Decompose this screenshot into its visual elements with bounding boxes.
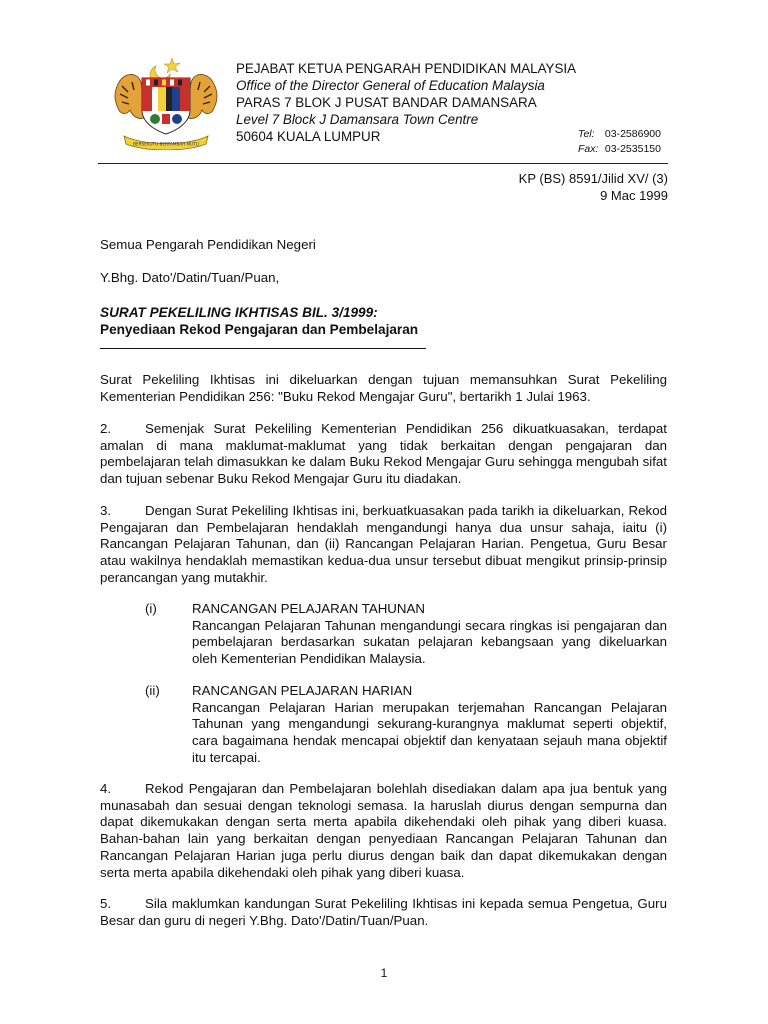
paragraph-number: 5. [100,896,112,911]
crest-motto: BERSEKUTU BERTAMBAH MUTU [133,141,199,147]
fax-label: Fax: [578,143,599,155]
list-item-text: Rancangan Pelajaran Harian merupakan terjemahan Rancangan Pelajaran Tahunan yang mengandungi sekurang-kurangnya maklumat seperti objektif, cara bagaimana hendak mencapai objektif dan kenyataan sejauh mana objektif itu tercapai. [192,699,667,765]
paragraph-text: Rekod Pengajaran dan Pembelajaran bolehlah disediakan dalam apa jua bentuk yang munasabah dan sesuai dengan teknologi semasa. Ia haruslah diurus dengan sempurna dan dapat dikemukakan dengan serta merta apabila dikehendaki oleh pihak yang diberi kuasa. Bahan-bahan lain yang berkaitan dengan penyediaan Rancangan Pelajaran Tahunan dan Rancangan Pelajaran Harian juga perlu diurus dengan baik dan dapat dikemukakan dengan serta merta apabila dikehendaki oleh pihak yang diberi kuasa. [100,781,667,880]
letterhead-contact [578,127,661,157]
list-item-text: Rancangan Pelajaran Tahunan mengandungi secara ringkas isi pengajaran dan pembelajaran berdasarkan sukatan pelajaran kebangsaan yang dikeluarkan oleh Kementerian Pendidikan Malaysia. [192,617,667,667]
letterhead-address-line-english: Level 7 Block J Damansara Town Centre [236,112,479,127]
subject-underline [100,348,426,349]
fax-row [578,142,661,157]
list-item-number: (ii) [145,683,160,698]
letterhead-office-name-english: Office of the Director General of Education Malaysia [236,78,545,93]
letterhead-divider [98,163,668,164]
paragraph-4 [100,781,667,881]
paragraph-5 [100,896,667,929]
letterhead-address [236,60,576,145]
letterhead-office-name: PEJABAT KETUA PENGARAH PENDIDIKAN MALAYSIA [236,61,577,76]
salutation: Y.Bhg. Dato'/Datin/Tuan/Puan, [100,270,280,285]
telephone-label: Tel: [578,128,595,140]
list-item-heading: RANCANGAN PELAJARAN HARIAN [192,683,413,698]
telephone-number: 03-2586900 [604,128,661,140]
letterhead-address-line: PARAS 7 BLOK J PUSAT BANDAR DAMANSARA [236,95,537,110]
subject-title [100,304,418,338]
subject-line: Penyediaan Rekod Pengajaran dan Pembelajaran [100,322,419,337]
fax-number: 03-2535150 [604,143,661,155]
malaysia-coat-of-arms-logo [110,54,222,150]
page-number: 1 [380,966,388,980]
letterhead-postcode-city: 50604 KUALA LUMPUR [236,129,381,144]
list-item-heading: RANCANGAN PELAJARAN TAHUNAN [192,601,425,616]
list-item-number: (i) [145,601,157,616]
paragraph-number: 2. [100,421,112,436]
paragraph-text: Sila maklumkan kandungan Surat Pekeliling Ikhtisas ini kepada semua Pengetua, Guru Besar dan guru di negeri Y.Bhg. Dato'/Datin/Tuan/Puan. [100,896,667,928]
paragraph-1: Surat Pekeliling Ikhtisas ini dikeluarkan dengan tujuan memansuhkan Surat Pekeliling Kementerian Pendidikan 256: "Buku Rekod Mengajar Guru", bertarikh 1 Julai 1963. [100,372,667,404]
reference-block [519,170,668,204]
paragraph-3 [100,503,667,587]
letter-date: 9 Mac 1999 [600,188,668,203]
paragraph-number: 3. [100,503,112,518]
paragraph-text: Dengan Surat Pekeliling Ikhtisas ini, berkuatkuasakan pada tarikh ia dikeluarkan, Rekod Pengajaran dan Pembelajaran hendaklah mengandungi hanya dua unsur sahaja, iaitu (i) Rancangan Pelajaran Tahunan, dan (ii) Rancangan Pelajaran Harian. Pengetua, Guru Besar atau wakilnya hendaklah memastikan kedua-dua unsur tersebut dibuat mengikut prinsip-prinsip perancangan yang mutakhir. [100,503,667,585]
addressee: Semua Pengarah Pendidikan Negeri [100,237,316,252]
circular-number: SURAT PEKELILING IKHTISAS BIL. 3/1999: [100,305,378,320]
paragraph-2 [100,421,667,488]
telephone-row [578,127,661,142]
reference-number: KP (BS) 8591/Jilid XV/ (3) [518,171,668,186]
paragraph-text: Semenjak Surat Pekeliling Kementerian Pendidikan 256 dikuatkuasakan, terdapat amalan di mana maklumat-maklumat yang tidak berkaitan dengan pengajaran dan pembelajaran telah dimasukkan ke dalam Buku Rekod Mengajar Guru sehingga mengubah sifat dan tujuan sebenar Buku Rekod Mengajar Guru itu diadakan. [100,421,667,487]
paragraph-number: 4. [100,781,112,796]
